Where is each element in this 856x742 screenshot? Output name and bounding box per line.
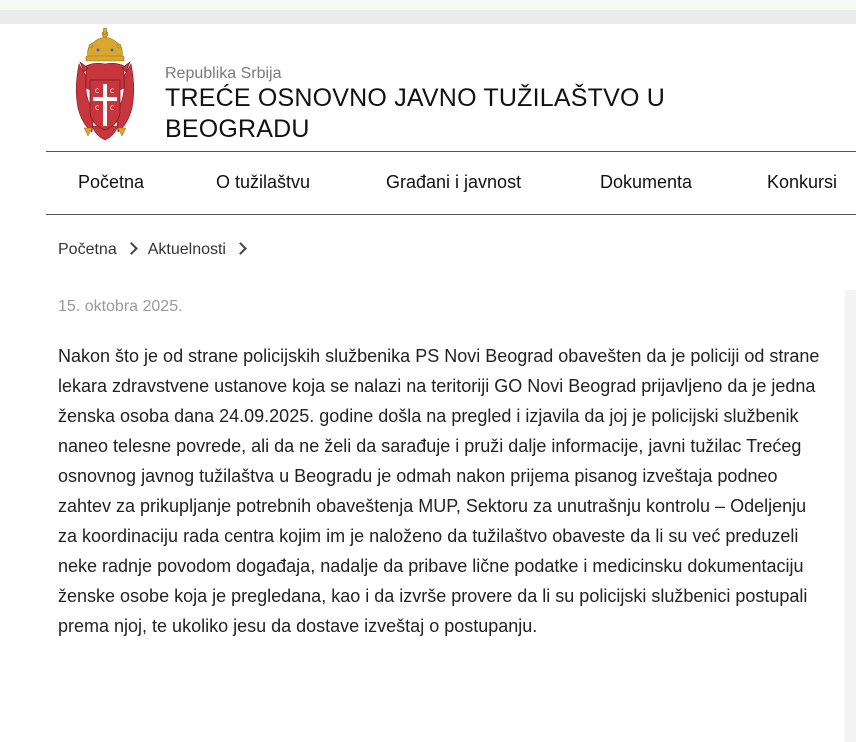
article-date: 15. oktobra 2025.	[58, 298, 183, 315]
article-body: Nakon što je od strane policijskih službenika PS Novi Beograd obavešten da je policiji od strane lekara zdravstvene ustanove koja se nalazi na teritoriji GO Novi Beograd prijavljeno da je jedna ženska osoba dana 24.09.2025. godine došla na pregled i izjavila da joj je policijski službenik naneo telesne povrede, ali da ne želi da sarađuje i pruži dalje informacije, javni tužilac Trećeg osnovnog javnog tužilaštva u Beogradu je odmah nakon prijema pisanog izveštaja podneo zahtev za prikupljanje potrebnih obaveštenja MUP, Sektoru za unutrašnju kontrolu – Odeljenju za koordinaciju rada centra kojim im je naloženo da tužilaštvo obaveste da li su već preduzeli neke radnje povodom događaja, nadalje da pribave lične podatke i medicinsku dokumentaciju ženske osobe koja je pregledana, kao i da izvrše provere da li su policijski službenici postupali prema njoj, te ukoliko jesu da dostave izveštaj o postupanju.	[58, 346, 820, 636]
nav-item-dokumenta[interactable]: Dokumenta	[600, 172, 693, 192]
breadcrumb-link-aktuelnosti[interactable]: Aktuelnosti	[147, 241, 226, 258]
main-navigation	[46, 151, 856, 215]
content-right-edge	[845, 290, 856, 742]
serbian-coat-of-arms-icon	[74, 28, 136, 144]
svg-text:С: С	[110, 88, 115, 95]
browser-top-strip	[0, 0, 856, 24]
chevron-right-icon	[125, 242, 138, 255]
site-title[interactable]: TREĆE OSNOVNO JAVNO TUŽILAŠTVO U BEOGRADU	[165, 84, 665, 143]
breadcrumb-link-pocetna[interactable]: Početna	[58, 241, 117, 258]
nav-item-o-tuzilastvu[interactable]: O tužilaštvu	[216, 172, 311, 192]
chevron-right-icon	[234, 242, 247, 255]
nav-item-pocetna[interactable]: Početna	[78, 172, 145, 192]
site-header	[0, 24, 856, 151]
svg-text:С: С	[95, 105, 100, 112]
header-subtitle: Republika Srbija	[165, 65, 282, 82]
svg-text:С: С	[95, 88, 100, 95]
nav-item-konkursi[interactable]: Konkursi	[767, 172, 838, 192]
breadcrumb	[58, 241, 257, 259]
nav-item-gradjani-i-javnost[interactable]: Građani i javnost	[386, 172, 522, 192]
top-accent-strip	[0, 0, 856, 10]
svg-text:С: С	[110, 105, 115, 112]
